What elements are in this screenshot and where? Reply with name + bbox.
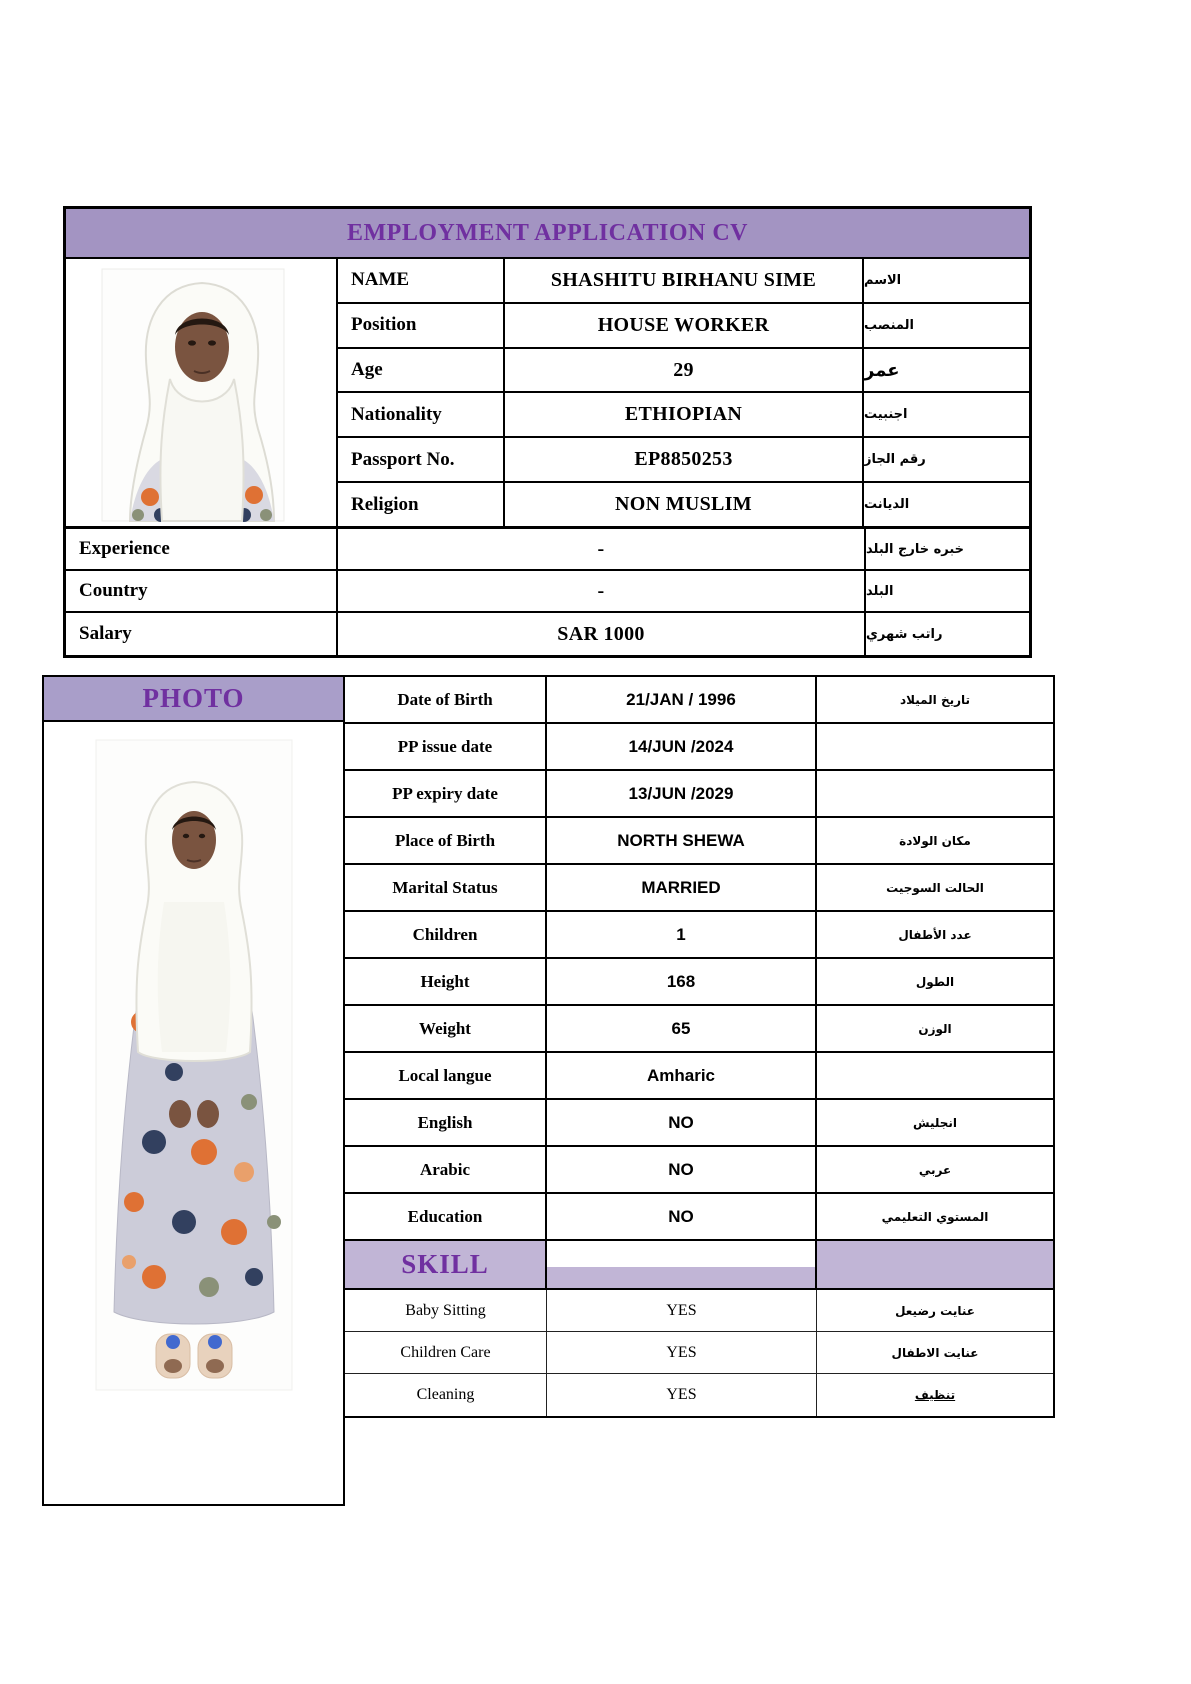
table-row (66, 613, 1029, 655)
row-arabic-label: رقم الجاز (864, 452, 926, 468)
table-row (345, 1194, 1053, 1241)
row-arabic-label: عربي (918, 1162, 952, 1177)
row-value: NO (547, 1194, 817, 1239)
table-row (338, 393, 1029, 438)
row-label: Passport No. (338, 438, 505, 481)
table-row (345, 724, 1053, 771)
row-arabic-label: المستوي التعليمي (881, 1209, 989, 1224)
table-row (345, 912, 1053, 959)
row-label: Date of Birth (345, 677, 547, 722)
full-body-photo-cell (44, 722, 343, 1504)
row-label: English (345, 1100, 547, 1145)
row-value: Amharic (547, 1053, 817, 1098)
table-row (338, 349, 1029, 394)
row-label: NAME (338, 259, 505, 302)
row-arabic-label (817, 1053, 1053, 1098)
row-label: Place of Birth (345, 818, 547, 863)
row-label: Nationality (338, 393, 505, 436)
table-row (345, 677, 1053, 724)
row-label: Experience (66, 529, 338, 569)
row-label: Arabic (345, 1147, 547, 1192)
row-label: Local langue (345, 1053, 547, 1098)
applicant-full-body-photo (44, 722, 343, 1504)
row-arabic-label: اجنبيت (864, 407, 908, 423)
row-label: Marital Status (345, 865, 547, 910)
skill-header-middle-cell (547, 1241, 817, 1288)
row-arabic-label: راتب شهري (866, 626, 943, 642)
row-arabic-label: البلد (866, 583, 894, 599)
table-row (338, 259, 1029, 304)
row-arabic-label: المنصب (864, 317, 914, 333)
row-label: Children Care (345, 1332, 547, 1373)
row-label: Baby Sitting (345, 1290, 547, 1331)
row-arabic-label: تنظيف (914, 1388, 956, 1402)
row-value: NO (547, 1147, 817, 1192)
row-arabic-label: انجليش (912, 1115, 958, 1130)
document-title: EMPLOYMENT APPLICATION CV (347, 219, 748, 246)
row-label: Religion (338, 483, 505, 526)
table-row (345, 959, 1053, 1006)
photo-section-header (44, 677, 343, 722)
row-value: NON MUSLIM (505, 483, 864, 526)
details-table (42, 675, 1055, 1506)
personal-info-rows (338, 259, 1029, 526)
row-value: - (338, 529, 866, 569)
headshot-photo-cell (66, 259, 338, 526)
table-row (338, 483, 1029, 526)
row-value: 1 (547, 912, 817, 957)
row-arabic-label: الحالت السوجيت (886, 880, 984, 895)
row-value: 168 (547, 959, 817, 1004)
document-header (66, 209, 1029, 259)
table-row (345, 865, 1053, 912)
skill-title-cell (345, 1241, 547, 1288)
row-arabic-label (817, 771, 1053, 816)
table-row (345, 1290, 1053, 1332)
details-rows (345, 675, 1055, 1418)
row-arabic-label (817, 724, 1053, 769)
row-label: Age (338, 349, 505, 392)
row-label: Country (66, 571, 338, 611)
row-value: SHASHITU BIRHANU SIME (505, 259, 864, 302)
row-value: NO (547, 1100, 817, 1145)
row-arabic-label: خبره خارج البلد (866, 541, 965, 557)
table-row (345, 1100, 1053, 1147)
applicant-headshot-photo (66, 259, 338, 527)
row-value: EP8850253 (505, 438, 864, 481)
row-value: 14/JUN /2024 (547, 724, 817, 769)
row-value: YES (547, 1374, 817, 1416)
row-arabic-label: الوزن (918, 1021, 952, 1036)
row-value: - (338, 571, 866, 611)
row-value: 29 (505, 349, 864, 392)
row-value: ETHIOPIAN (505, 393, 864, 436)
row-label: Salary (66, 613, 338, 655)
table-row (345, 1053, 1053, 1100)
table-row (345, 771, 1053, 818)
row-arabic-label: عمر (864, 359, 900, 381)
skill-header-arabic-cell (817, 1241, 1053, 1288)
table-row (345, 1006, 1053, 1053)
row-arabic-label: عنايت الاطفال (891, 1345, 979, 1360)
row-label: Education (345, 1194, 547, 1239)
table-row (345, 1332, 1053, 1374)
row-label: PP issue date (345, 724, 547, 769)
table-row (345, 1147, 1053, 1194)
row-value: YES (547, 1332, 817, 1373)
personal-info-block (66, 259, 1029, 529)
row-label: Children (345, 912, 547, 957)
row-label: Weight (345, 1006, 547, 1051)
row-value: NORTH SHEWA (547, 818, 817, 863)
row-value: 65 (547, 1006, 817, 1051)
skill-section-title: SKILL (401, 1249, 489, 1279)
photo-section-title: PHOTO (142, 683, 245, 713)
row-arabic-label: عنايت رضيعل (895, 1303, 975, 1318)
row-arabic-label: الاسم (864, 272, 902, 288)
table-row (345, 1374, 1053, 1416)
row-arabic-label: تاريخ الميلاد (899, 692, 971, 707)
row-value: SAR 1000 (338, 613, 866, 655)
row-value: MARRIED (547, 865, 817, 910)
row-value: YES (547, 1290, 817, 1331)
photo-column (42, 675, 345, 1506)
row-label: Height (345, 959, 547, 1004)
row-arabic-label: الديانت (864, 497, 910, 513)
table-row (338, 438, 1029, 483)
row-arabic-label: عدد الأطفال (898, 927, 972, 942)
row-arabic-label: الطول (915, 974, 955, 989)
row-value: 21/JAN / 1996 (547, 677, 817, 722)
employment-table (63, 206, 1032, 658)
row-value: HOUSE WORKER (505, 304, 864, 347)
table-row (338, 304, 1029, 349)
table-row (345, 818, 1053, 865)
table-row (66, 571, 1029, 613)
row-label: PP expiry date (345, 771, 547, 816)
row-label: Cleaning (345, 1374, 547, 1416)
table-row (66, 529, 1029, 571)
row-value: 13/JUN /2029 (547, 771, 817, 816)
skill-section-header (345, 1241, 1053, 1290)
row-label: Position (338, 304, 505, 347)
row-arabic-label: مكان الولادة (899, 833, 971, 848)
